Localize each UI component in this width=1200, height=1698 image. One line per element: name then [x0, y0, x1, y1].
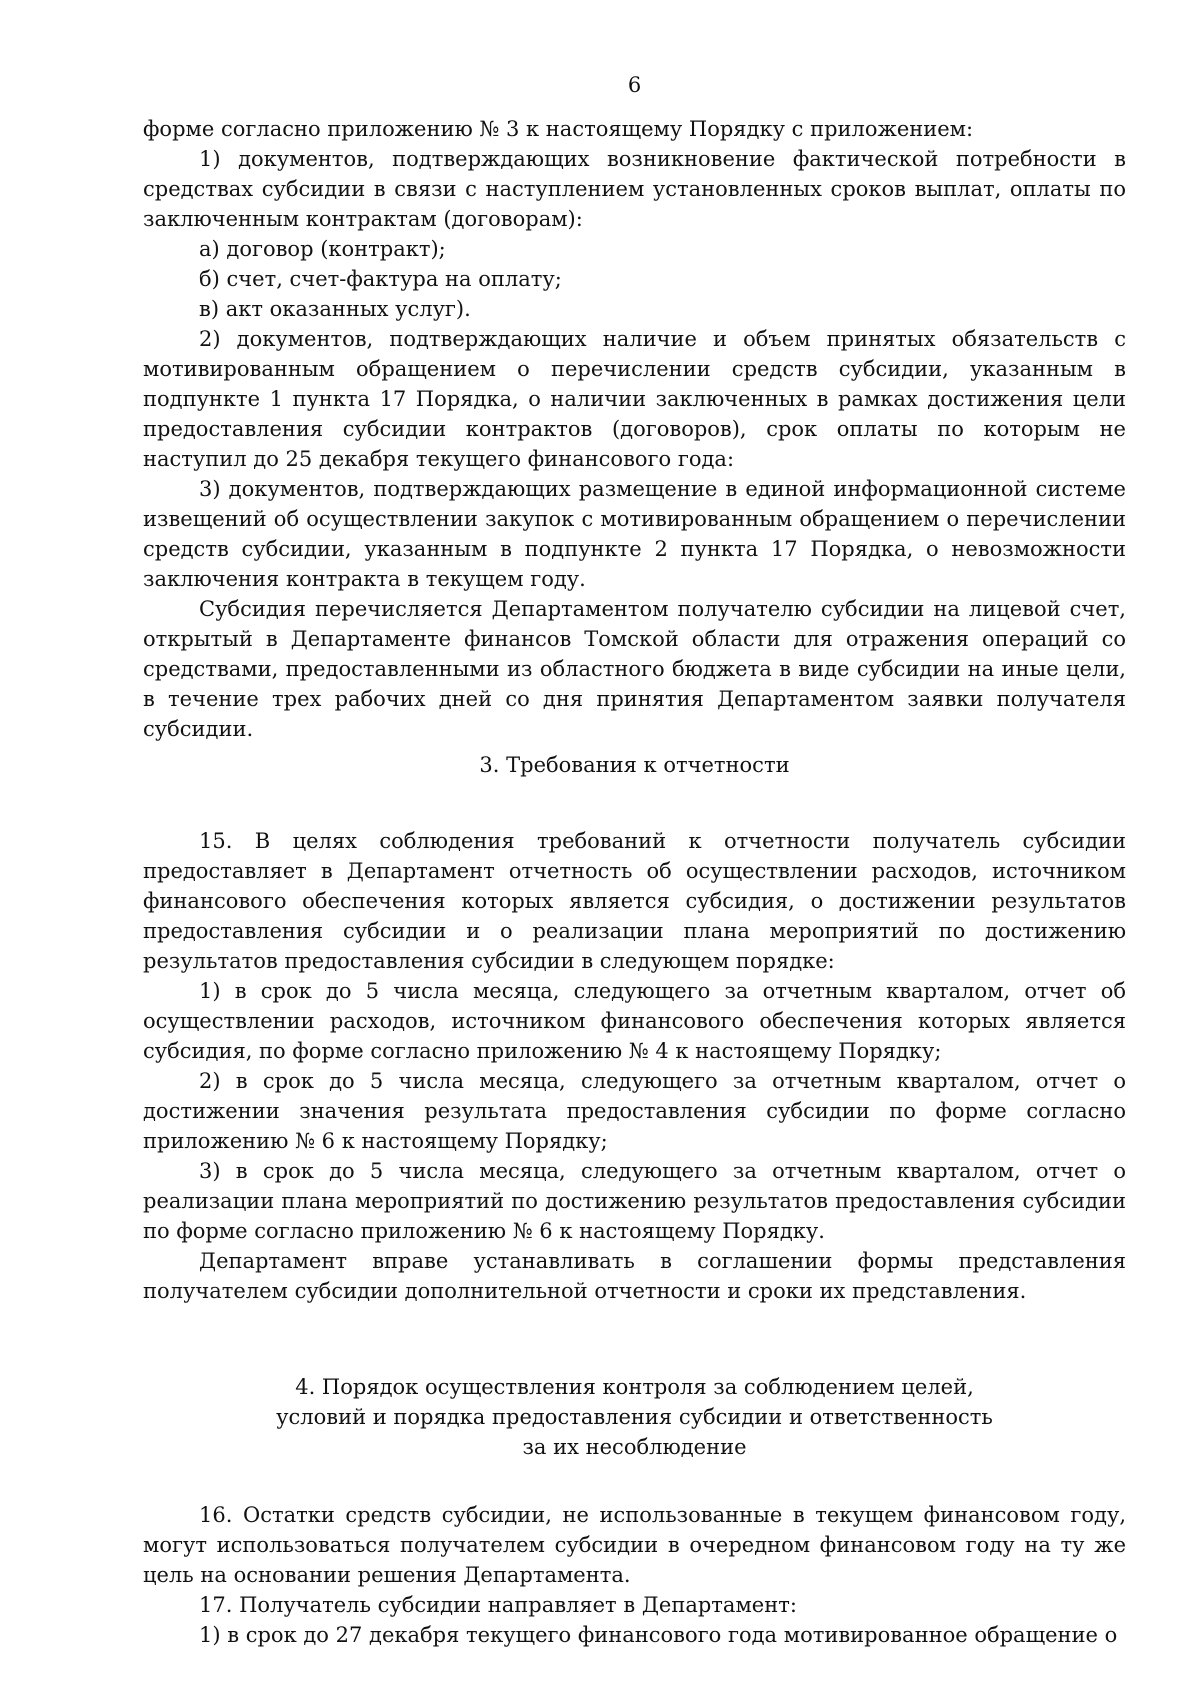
paragraph-16: 16. Остатки средств субсидии, не использованные в текущем финансовом году, могут использоваться получателем субсидии в очередном финансовом году на ту же цель на основании решения Департамента. — [143, 1503, 1126, 1587]
paragraph-17: 17. Получатель субсидии направляет в Департамент: — [199, 1593, 797, 1617]
paragraph-continuation: форме согласно приложению № 3 к настоящему Порядку с приложением: — [143, 117, 974, 141]
page-number: 6 — [627, 73, 642, 97]
section-heading-4 — [143, 1372, 1126, 1462]
section-heading-4-line-2: условий и порядка предоставления субсидии и ответственность — [276, 1405, 993, 1429]
paragraph-15: 15. В целях соблюдения требований к отчетности получатель субсидии предоставляет в Департамент отчетность об осуществлении расходов, источником финансового обеспечения которых является субсидия, о достижении результатов предоставления субсидии и о реализации плана мероприятий по достижению результатов предоставления субсидии в следующем порядке: — [143, 829, 1126, 973]
report-item-2: 2) в срок до 5 числа месяца, следующего за отчетным кварталом, отчет о достижении значения результата предоставления субсидии по форме согласно приложению № 6 к настоящему Порядку; — [143, 1069, 1126, 1153]
document-page — [143, 70, 1126, 1650]
list-subitem-a: а) договор (контракт); — [199, 237, 446, 261]
section-heading-3: 3. Требования к отчетности — [479, 753, 790, 777]
section-heading-4-line-1: 4. Порядок осуществления контроля за соблюдением целей, — [295, 1375, 974, 1399]
section-heading-4-line-3: за их несоблюдение — [522, 1435, 747, 1459]
list-subitem-b: б) счет, счет-фактура на оплату; — [199, 267, 562, 291]
report-item-1: 1) в срок до 5 числа месяца, следующего за отчетным кварталом, отчет об осуществлении расходов, источником финансового обеспечения которых является субсидия, по форме согласно приложению № 4 к настоящему Порядку; — [143, 979, 1126, 1063]
report-item-3: 3) в срок до 5 числа месяца, следующего за отчетным кварталом, отчет о реализации плана мероприятий по достижению результатов предоставления субсидии по форме согласно приложению № 6 к настоящему Порядку. — [143, 1159, 1126, 1243]
list-subitem-c: в) акт оказанных услуг). — [199, 297, 471, 321]
paragraph-transfer: Субсидия перечисляется Департаментом получателю субсидии на лицевой счет, открытый в Департаменте финансов Томской области для отражения операций со средствами, предоставленными из областного бюджета в виде субсидии на иные цели, в течение трех рабочих дней со дня принятия Департаментом заявки получателя субсидии. — [143, 597, 1126, 741]
list-item-documents-1: 1) документов, подтверждающих возникновение фактической потребности в средствах субсидии в связи с наступлением установленных сроков выплат, оплаты по заключенным контрактам (договорам): — [143, 147, 1126, 231]
list-item-documents-2: 2) документов, подтверждающих наличие и объем принятых обязательств с мотивированным обращением о перечислении средств субсидии, указанным в подпункте 1 пункта 17 Порядка, о наличии заключенных в рамках достижения цели предоставления субсидии контрактов (договоров), срок оплаты по которым не наступил до 25 декабря текущего финансового года: — [143, 327, 1126, 471]
paragraph-additional-reports: Департамент вправе устанавливать в соглашении формы представления получателем субсидии дополнительной отчетности и сроки их представления. — [143, 1249, 1126, 1303]
list-item-documents-3: 3) документов, подтверждающих размещение в единой информационной системе извещений об осуществлении закупок с мотивированным обращением о перечислении средств субсидии, указанным в подпункте 2 пункта 17 Порядка, о невозможности заключения контракта в текущем году. — [143, 477, 1126, 591]
paragraph-17-item-1: 1) в срок до 27 декабря текущего финансового года мотивированное обращение о — [199, 1623, 1118, 1647]
